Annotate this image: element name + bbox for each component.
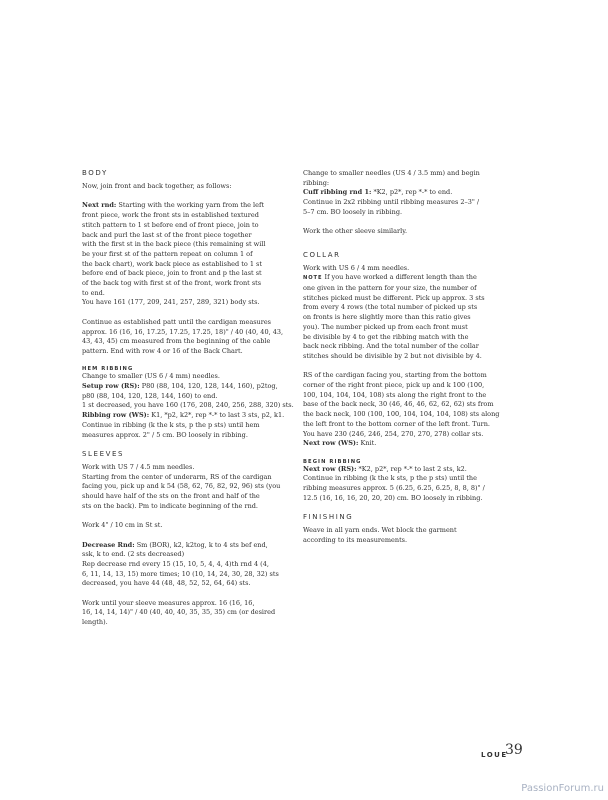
text-line: according to its measurements. [303, 535, 408, 544]
next-row-ws-label: Next row (WS): [303, 439, 359, 448]
text-line: Weave in all yarn ends. Wet block the garment [303, 526, 457, 535]
ribbing-row-label: Ribbing row (WS): [82, 411, 150, 420]
text-line: the left front to the bottom corner of the left front. Turn. [303, 419, 490, 428]
section-heading-collar: COLLAR [303, 250, 341, 259]
text-line: Work with US 6 / 4 mm needles. [303, 263, 410, 272]
text-line [303, 273, 503, 284]
text-line: 100, 104, 104, 104, 108) sts along the right front to the [303, 390, 487, 399]
text-line: of the back tog with first st of the front, work front sts [82, 279, 262, 288]
text-run: Sm (BOR), k2, k2tog, k to 4 sts bef end, [134, 540, 268, 549]
text-line: be divisible by 4 to get the ribbing match with the [303, 332, 469, 341]
setup-row-label: Setup row (RS): [82, 382, 140, 391]
text-line: decreased, you have 44 (48, 48, 52, 52, 64, 64) sts. [82, 579, 251, 588]
work-until-instruction [82, 599, 282, 628]
text-run: *K2, p2*, rep *-* to end. [371, 188, 453, 197]
text-line: stitches should be divisible by 2 but not divisible by 4. [303, 351, 482, 360]
text-line: back and purl the last st of the front piece together [82, 230, 252, 239]
text-line: from every 4 rows (the total number of picked up sts [303, 303, 478, 312]
text-line: sts on the back). Pm to indicate beginning of the rnd. [82, 501, 258, 510]
rs-facing-instruction [303, 371, 503, 449]
text-line: ribbing: [303, 178, 330, 187]
text-run: K1, *p2, k2*, rep *-* to last 3 sts, p2, k1. [149, 411, 285, 420]
text-line: Work until your sleeve measures approx. 16 (16, 16, [82, 598, 255, 607]
text-line: to end. [82, 288, 105, 297]
finishing-instruction [303, 526, 503, 545]
text-line: stitches picked must be different. Pick up approx. 3 sts [303, 293, 485, 302]
decrease-instruction [82, 541, 282, 590]
text-line: Continue in ribbing (k the k sts, p the p sts) until hem [82, 420, 260, 429]
text-line: one given in the pattern for your size, the number of [303, 284, 477, 292]
text-line: facing you, pick up and k 54 (58, 62, 76, 82, 92, 96) sts (you [82, 482, 281, 491]
begin-ribbing-instruction [303, 465, 503, 504]
text-line: the back neck, 100 (100, 100, 104, 104, 104, 108) sts along [303, 410, 500, 419]
text-line: ssk, k to end. (2 sts decreased) [82, 550, 185, 559]
text-line: You have 161 (177, 209, 241, 257, 289, 321) body sts. [82, 298, 260, 307]
text-line [303, 439, 503, 449]
text-line: with the first st in the back piece (this remaining st will [82, 240, 266, 249]
section-heading-body: BODY [82, 169, 108, 177]
text-line [82, 411, 285, 421]
watermark: PassionForum.ru [521, 783, 604, 794]
text-line: Change to smaller needles (US 4 / 3.5 mm) and begin [303, 169, 480, 177]
next-rnd-instruction [82, 201, 282, 308]
footer-brand: LOUE [481, 751, 508, 759]
text-line: Rep decrease rnd every 15 (15, 10, 5, 4, 4, 4)th rnd 4 (4, [82, 559, 269, 568]
subheading-hem-ribbing: HEM RIBBING [82, 366, 134, 373]
text-line: Continue in ribbing (k the k sts, p the p sts) until the [303, 474, 477, 483]
text-line: be your first st of the pattern repeat on column 1 of [82, 249, 253, 258]
other-sleeve: Work the other sleeve similarly. [303, 227, 408, 236]
right-column [303, 169, 503, 555]
text-line: back neck ribbing. And the total number of the collar [303, 342, 479, 351]
text-run: If you have worked a different length than the [322, 273, 477, 282]
text-line: RS of the cardigan facing you, starting from the bottom [303, 371, 487, 380]
text-line: 5–7 cm. BO loosely in ribbing. [303, 207, 403, 216]
left-column [82, 169, 294, 638]
note-label: NOTE [303, 275, 323, 282]
text-line: ribbing measures approx. 5 (6.25, 6.25, 6.25, 8, 8, 8)" / [303, 484, 485, 493]
text-line: 1 st decreased, you have 160 (176, 208, 240, 256, 288, 320) sts. [82, 401, 294, 410]
text-run: P80 (88, 104, 120, 128, 144, 160), p2tog, [139, 382, 278, 391]
text-line: Continue as established patt until the cardigan measures [82, 317, 272, 326]
text-line: you). The number picked up from each front must [303, 322, 468, 331]
work-st-st: Work 4" / 10 cm in St st. [82, 521, 163, 530]
text-line [303, 465, 503, 475]
text-line: You have 230 (246, 246, 254, 270, 270, 278) collar sts. [303, 429, 484, 438]
hem-ribbing-instruction [82, 372, 294, 440]
text-line: 43, 43, 45) cm measured from the beginning of the cable [82, 337, 271, 346]
text-line: Change to smaller (US 6 / 4 mm) needles. [82, 372, 220, 381]
text-line: before end of back piece, join to front and p the last st [82, 269, 262, 278]
text-line [82, 541, 282, 551]
text-line: stitch pattern to 1 st before end of front piece, join to [82, 220, 259, 229]
text-line: Starting with the working yarn from the left [116, 201, 264, 210]
next-row-rs-label: Next row (RS): [303, 464, 357, 473]
section-heading-sleeves: SLEEVES [82, 449, 125, 458]
decrease-rnd-label: Decrease Rnd: [82, 540, 135, 549]
collar-instruction [303, 264, 503, 362]
text-line: measures approx. 2" / 5 cm. BO loosely in ribbing. [82, 430, 248, 439]
text-line: should have half of the sts on the front and half of the [82, 492, 260, 501]
cuff-ribbing-instruction [303, 169, 503, 218]
text-line: Starting from the center of underarm, RS of the cardigan [82, 472, 272, 481]
text-line: Continue in 2x2 ribbing until ribbing measures 2–3" / [303, 198, 480, 207]
text-line: Work with US 7 / 4.5 mm needles. [82, 462, 195, 471]
text-line [82, 382, 282, 392]
text-line: the back chart), work back piece as established to 1 st [82, 259, 262, 268]
text-line: on fronts is here slightly more than this ratio gives [303, 313, 471, 322]
text-line: 16, 14, 14, 14)" / 40 (40, 40, 40, 35, 35, 35) cm (or desired [82, 608, 276, 617]
next-rnd-label: Next rnd: [82, 201, 117, 210]
text-line: approx. 16 (16, 16, 17.25, 17.25, 17.25, 18)" / 40 (40, 40, 43, [82, 327, 284, 336]
cuff-ribbing-label: Cuff ribbing rnd 1: [303, 188, 372, 197]
text-line: corner of the right front piece, pick up and k 100 (100, [303, 381, 485, 390]
continue-instruction [82, 318, 282, 357]
text-line: base of the back neck, 30 (46, 46, 46, 62, 62, 62) sts from [303, 400, 494, 409]
text-line: pattern. End with row 4 or 16 of the Back Chart. [82, 346, 243, 355]
text-line: 6, 11, 14, 13, 15) more times; 10 (10, 14, 24, 30, 28, 32) sts [82, 569, 279, 578]
sleeves-instruction [82, 463, 282, 512]
text-line [303, 188, 503, 198]
text-line: front piece, work the front sts in established textured [82, 211, 259, 220]
text-run: Knit. [358, 439, 377, 448]
text-line: p80 (88, 104, 120, 128, 144, 160) to end. [82, 391, 218, 400]
text-run: *K2, p2*, rep *-* to last 2 sts, k2. [356, 464, 467, 473]
page-number: 39 [505, 742, 523, 758]
text-line: 12.5 (16, 16, 16, 20, 20, 20) cm. BO loosely in ribbing. [303, 493, 483, 502]
section-heading-finishing: FINISHING [303, 513, 354, 522]
text-line: length). [82, 618, 108, 627]
subheading-begin-ribbing: BEGIN RIBBING [303, 458, 362, 465]
body-intro: Now, join front and back together, as follows: [82, 182, 232, 190]
